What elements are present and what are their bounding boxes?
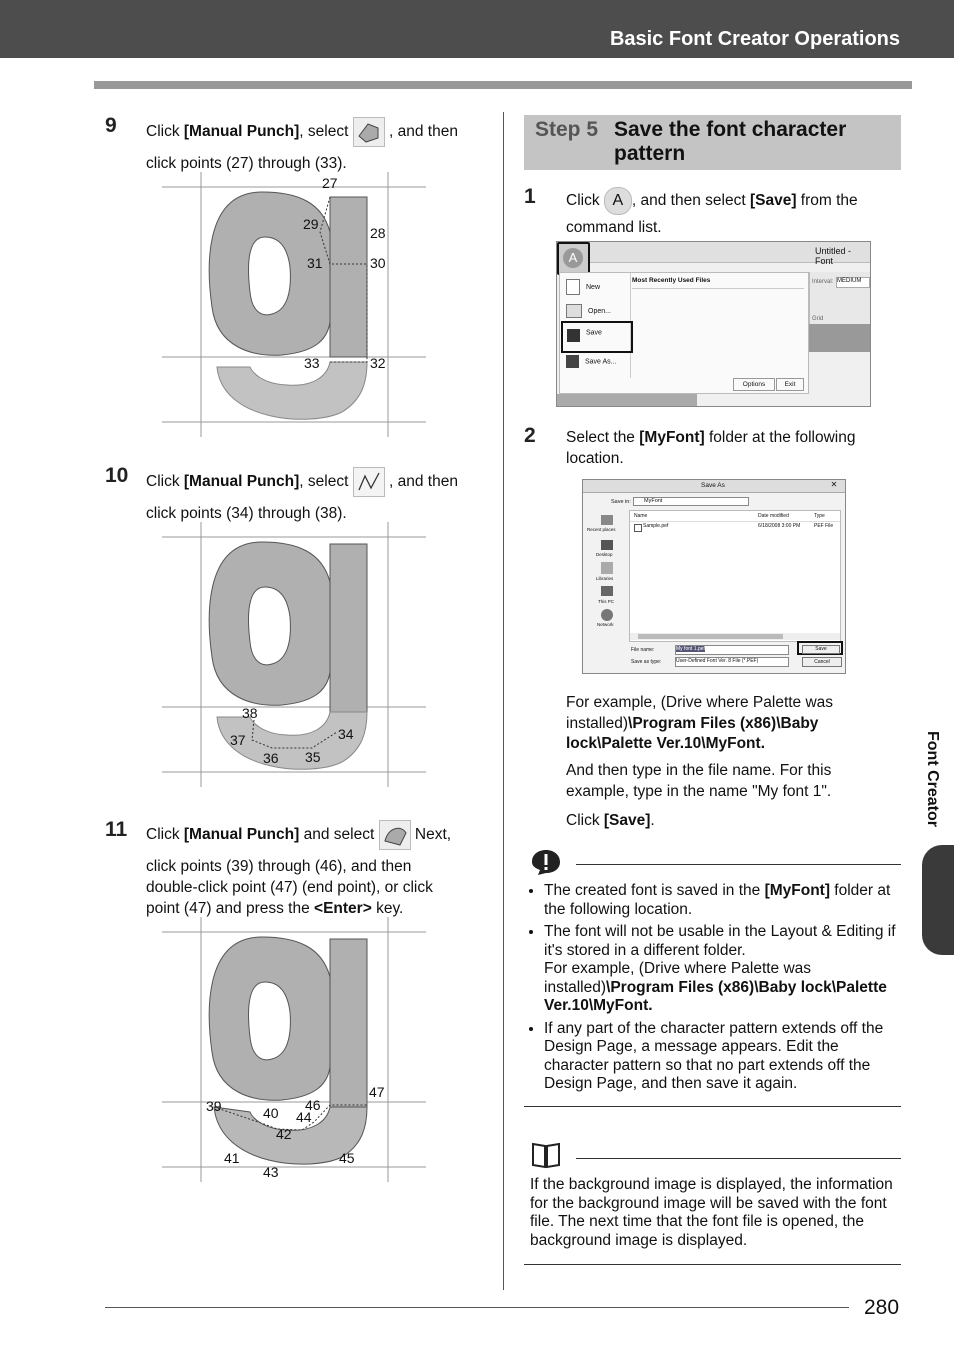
step-5-title: Save the font character pattern: [614, 118, 847, 165]
para3-text-c: .: [650, 812, 655, 829]
menu-new[interactable]: [566, 279, 600, 295]
note-1-text-a: The created font is saved in the: [544, 882, 765, 899]
pt-label-35: 35: [305, 749, 321, 765]
this-pc-icon: [601, 586, 613, 596]
ribbon-dark-strip: [809, 324, 870, 352]
step-10-line2: click points (34) through (38).: [146, 505, 347, 522]
save-as-dialog: [582, 479, 846, 674]
note-rule: [576, 864, 901, 865]
glyph-figure-step10: [162, 522, 426, 787]
column-divider: [503, 112, 504, 1290]
options-button[interactable]: Options: [733, 378, 775, 391]
step-11-line4a: point (47) and press the: [146, 900, 315, 917]
step-9-text: [146, 117, 491, 174]
zigzag-line-icon: [353, 467, 385, 497]
footer-rule: [105, 1307, 849, 1308]
pt-label-40: 40: [263, 1105, 279, 1121]
place-libraries[interactable]: Libraries: [596, 576, 614, 581]
dialog-cancel-button[interactable]: Cancel: [802, 657, 842, 667]
para2-line2: example, type in the name "My font 1".: [566, 782, 832, 800]
side-tab: [922, 845, 954, 955]
save-disk-icon: [567, 329, 580, 342]
file-date-cell: 6/18/2008 3:00 PM: [758, 523, 801, 529]
desktop-icon: [601, 540, 613, 550]
menu-save-label: Save: [586, 329, 602, 337]
glyph-figure-step9: [162, 172, 426, 437]
step-2-number: 2: [524, 424, 536, 447]
step-1-text-b: , and then select: [631, 192, 750, 210]
step-5-banner: [524, 115, 901, 170]
manual-punch-label: [Manual Punch]: [183, 826, 300, 844]
pt-label-33: 33: [304, 355, 320, 371]
note-item-2: [544, 923, 900, 1016]
step-11-number: 11: [105, 818, 128, 841]
enter-key-label: <Enter>: [314, 900, 372, 917]
save-label: [Save]: [749, 192, 797, 210]
memo-rule: [576, 1158, 901, 1159]
step-1-line2: command list.: [566, 219, 662, 236]
pt-label-46: 46: [305, 1097, 321, 1113]
pt-label-28: 28: [370, 225, 386, 241]
step-9-text-c: , and then: [389, 123, 458, 141]
interval-select[interactable]: MEDIUM: [836, 277, 870, 288]
network-icon: [601, 609, 613, 621]
note-item-3: [544, 1020, 900, 1094]
dialog-title: Save As: [701, 482, 725, 489]
punch-shape-icon: [353, 117, 385, 147]
page-header-title: Basic Font Creator Operations: [609, 28, 900, 50]
manual-punch-label: [Manual Punch]: [183, 473, 300, 491]
step-1-text-a: Click: [566, 192, 604, 210]
place-this-pc[interactable]: This PC: [598, 599, 615, 604]
save-as-icon: [566, 355, 579, 368]
top-rule: [94, 81, 912, 89]
interval-label: Interval:: [812, 279, 834, 285]
file-name-input[interactable]: [675, 645, 789, 655]
ribbon-right: [809, 272, 870, 324]
step-11-text-a: Click: [146, 826, 184, 844]
page-number: 280: [864, 1296, 900, 1319]
step-10-text-c: , and then: [389, 473, 458, 491]
file-name-value: My font 1.pef: [676, 646, 705, 652]
step-1-number: 1: [524, 185, 536, 208]
para1-line1: For example, (Drive where Palette was: [566, 694, 834, 711]
folder-open-icon: [566, 304, 582, 318]
note-item-1: [544, 882, 900, 919]
file-type-cell: PEF File: [814, 523, 834, 529]
save-type-select[interactable]: User-Defined Font Ver. 8 File (*.PEF): [675, 657, 789, 667]
app-menu-panel: [559, 272, 809, 394]
step-10-text-a: Click: [146, 473, 184, 491]
step-2-text-b: folder at the following: [704, 429, 856, 446]
recent-files-header: Most Recently Used Files: [632, 277, 711, 284]
side-tab-label: Font Creator: [924, 731, 941, 827]
pt-label-43: 43: [263, 1164, 279, 1180]
step-9-text-b: , select: [299, 123, 353, 141]
pt-label-42: 42: [276, 1126, 292, 1142]
app-logo-icon: A: [563, 248, 583, 268]
step-11-text: [146, 820, 491, 919]
pt-label-29: 29: [303, 216, 319, 232]
step-11-line4c: key.: [371, 900, 404, 917]
para1-path: \Program Files (x86)\Baby: [628, 714, 819, 732]
pt-label-38: 38: [242, 705, 258, 721]
col-name[interactable]: Name: [634, 513, 648, 519]
pt-label-37: 37: [230, 732, 246, 748]
note-bottom-rule: [524, 1106, 901, 1107]
h-scrollbar[interactable]: [630, 633, 840, 640]
new-file-icon: [566, 279, 580, 295]
step-9-number: 9: [105, 114, 117, 137]
menu-open[interactable]: [566, 304, 611, 318]
step-11-text-c: Next,: [414, 826, 452, 844]
step-2-line2: location.: [566, 450, 624, 467]
places-bar: [587, 512, 625, 632]
app-button[interactable]: [557, 242, 590, 275]
save-button-highlight: [797, 641, 843, 655]
manual-punch-label: [Manual Punch]: [183, 123, 300, 141]
step-10-text: [146, 467, 491, 524]
pt-label-47: 47: [369, 1084, 385, 1100]
pt-label-32: 32: [370, 355, 386, 371]
memo-book-icon: [530, 1140, 562, 1170]
pef-file-icon: [634, 524, 642, 532]
para3-text-a: Click: [566, 812, 604, 829]
pt-label-44: 44: [296, 1109, 312, 1125]
note-3-text: If any part of the character pattern extends off the Design Page, a message appears. Edit the character pattern so that no part extends off the Design Page, and then save it again.: [544, 1019, 884, 1092]
pt-label-30: 30: [370, 255, 386, 271]
file-row[interactable]: [630, 523, 840, 532]
col-type[interactable]: Type: [814, 513, 825, 519]
menu-open-label: Open...: [588, 307, 611, 315]
app-menu-screenshot: [556, 241, 871, 407]
libraries-icon: [601, 562, 613, 574]
file-name-cell: Sample.pef: [643, 523, 669, 529]
pt-label-45: 45: [339, 1150, 355, 1166]
pt-label-31: 31: [307, 255, 323, 271]
note-1-text-c: folder at the following location.: [544, 882, 891, 918]
place-network[interactable]: Network: [597, 622, 614, 627]
step-9-text-a: Click: [146, 123, 184, 141]
save-type-label: Save as type:: [631, 659, 662, 665]
memo-text: If the background image is displayed, the information for the background image will be saved with the font file. The next time that the font file is opened, the background image is displayed.: [530, 1176, 893, 1249]
step-10-number: 10: [105, 464, 129, 487]
important-icon: [528, 848, 564, 876]
note-2-text-a: The font will not be usable in the Layout & Editing if it's stored in a different folder.: [544, 923, 896, 959]
side-tab-label-box: [912, 720, 952, 840]
step-1-text: [566, 187, 896, 238]
curve-punch-icon: [379, 820, 411, 850]
pt-label-41: 41: [224, 1150, 240, 1166]
myfont-label: [MyFont]: [639, 429, 705, 446]
pt-label-36: 36: [263, 750, 279, 766]
step-11-text-b: and select: [299, 826, 379, 844]
step-5-label: Step 5: [535, 118, 599, 141]
para1-line2a: installed): [566, 714, 629, 732]
menu-save[interactable]: [561, 321, 633, 353]
step-2-text: [566, 427, 896, 469]
para1-path-end: lock\Palette Ver.10\MyFont.: [566, 735, 765, 752]
dialog-save-button[interactable]: Save: [802, 645, 840, 654]
col-date[interactable]: Date modified: [758, 513, 789, 519]
window-title: Untitled - Font: [815, 246, 852, 266]
file-name-label: File name:: [631, 647, 655, 653]
recent-places-icon: [601, 515, 613, 525]
filename-paragraph: [566, 761, 896, 802]
h-scroll-thumb[interactable]: [638, 634, 783, 639]
important-notes: [528, 882, 900, 1098]
note-2-path: \Program Files (x86)\Baby lock\Palette Ver.10\MyFont.: [544, 978, 887, 1014]
file-list: [629, 510, 841, 642]
pt-label-34: 34: [338, 726, 354, 742]
para3-save: [Save]: [603, 812, 651, 829]
note-1-myfont: [MyFont]: [764, 882, 830, 899]
pt-label-39: 39: [206, 1098, 222, 1114]
click-save-paragraph: [566, 810, 896, 831]
menu-save-as[interactable]: [566, 355, 617, 368]
memo-bottom-rule: [524, 1264, 901, 1265]
save-in-label: Save in:: [611, 499, 631, 505]
pt-label-27: 27: [322, 175, 338, 191]
save-in-select[interactable]: MyFont: [633, 497, 749, 506]
glyph-figure-step11: [162, 917, 426, 1182]
para2-line1: And then type in the file name. For this: [566, 762, 832, 779]
note-2-text-b: For example, (Drive where Palette was installed): [544, 960, 812, 996]
status-strip: [557, 394, 697, 406]
step-11-line3: double-click point (47) (end point), or click: [146, 879, 433, 896]
exit-button[interactable]: Exit: [776, 378, 804, 391]
step-1-text-c: from the: [796, 192, 858, 210]
location-paragraph: [566, 693, 896, 755]
step-11-line2: click points (39) through (46), and then: [146, 858, 412, 875]
grid-label: Grid: [812, 316, 824, 322]
place-recent[interactable]: Recent places: [587, 527, 616, 532]
menu-new-label: New: [586, 283, 601, 291]
menu-save-as-label: Save As...: [585, 358, 617, 366]
step-9-line2: click points (27) through (33).: [146, 155, 347, 172]
app-menu-icon: A: [604, 187, 632, 215]
step-10-text-b: , select: [299, 473, 353, 491]
close-icon[interactable]: ✕: [830, 480, 838, 489]
step-2-text-a: Select the: [566, 429, 640, 446]
place-desktop[interactable]: Desktop: [596, 552, 613, 557]
